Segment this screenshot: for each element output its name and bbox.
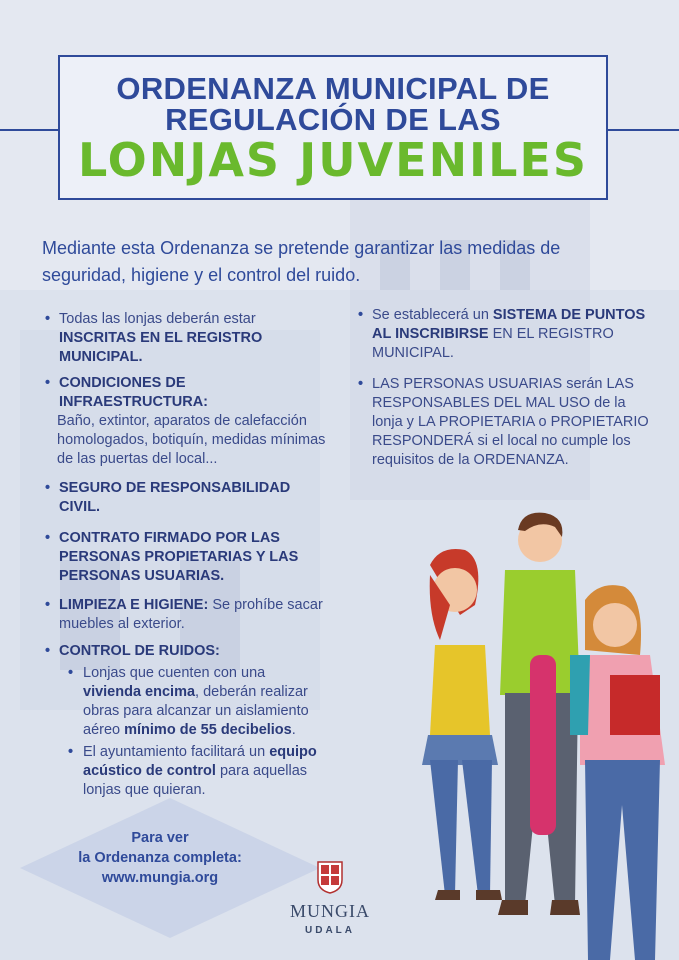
list-item: • LIMPIEZA E HIGIENE: Se prohíbe sacar muebles al exterior. bbox=[42, 596, 327, 634]
list-item: • CONDICIONES DE INFRAESTRUCTURA: Baño, extintor, aparatos de calefacción homologados, botiquín, medidas mínimas de las puertas del local... bbox=[42, 374, 327, 469]
sub-list-item: • El ayuntamiento facilitará un equipo acústico de control para aquellas lonjas que quieran. bbox=[65, 743, 327, 800]
intro-paragraph: Mediante esta Ordenanza se pretende garantizar las medidas de seguridad, higiene y el control del ruido. bbox=[42, 238, 561, 285]
coat-of-arms-icon bbox=[316, 860, 344, 894]
title-box bbox=[58, 55, 608, 200]
list-item: • Todas las lonjas deberán estar INSCRITAS EN EL REGISTRO MUNICIPAL. bbox=[42, 310, 327, 367]
list-item: • CONTRATO FIRMADO POR LAS PERSONAS PROPIETARIAS Y LAS PERSONAS USUARIAS. bbox=[42, 529, 327, 586]
list-item: • LAS PERSONAS USUARIAS serán LAS RESPONSABLES DEL MAL USO de la lonja y LA PROPIETARIA o PROPIETARIO RESPONDERÁ si el local no cumple los requisitos de la ORDENANZA. bbox=[355, 375, 655, 470]
young-people-illustration bbox=[410, 505, 679, 960]
title-line-3: LONJAS JUVENILES bbox=[77, 133, 589, 187]
logo-name: MUNGIA bbox=[290, 901, 370, 921]
left-column bbox=[42, 310, 327, 807]
website-link[interactable]: www.mungia.org bbox=[101, 870, 219, 886]
sub-list-item: • Lonjas que cuenten con una vivienda encima, deberán realizar obras para alcanzar un aislamiento aéreo mínimo de 55 decibelios. bbox=[65, 664, 327, 740]
mungia-logo bbox=[280, 860, 380, 936]
title-rule-left bbox=[0, 129, 58, 131]
right-column bbox=[355, 306, 655, 477]
logo-sub: UDALA bbox=[305, 925, 355, 936]
list-item: • CONTROL DE RUIDOS: • Lonjas que cuenten con una vivienda encima, deberán realizar obras para alcanzar un aislamiento aéreo mínimo de 55 decibelios. • El ayuntamiento facilitará un equipo acústico de control para aquellas lonjas que quieran. bbox=[42, 642, 327, 800]
cta-block: Para ver la Ordenanza completa: www.mungia.org bbox=[60, 828, 260, 888]
title-line-2: REGULACIÓN DE LAS bbox=[165, 102, 501, 137]
title-rule-right bbox=[608, 129, 679, 131]
list-item: • SEGURO DE RESPONSABILIDAD CIVIL. bbox=[42, 479, 327, 517]
list-item: • Se establecerá un SISTEMA DE PUNTOS AL INSCRIBIRSE EN EL REGISTRO MUNICIPAL. bbox=[355, 306, 655, 363]
title-line-1: ORDENANZA MUNICIPAL DE bbox=[116, 71, 550, 106]
